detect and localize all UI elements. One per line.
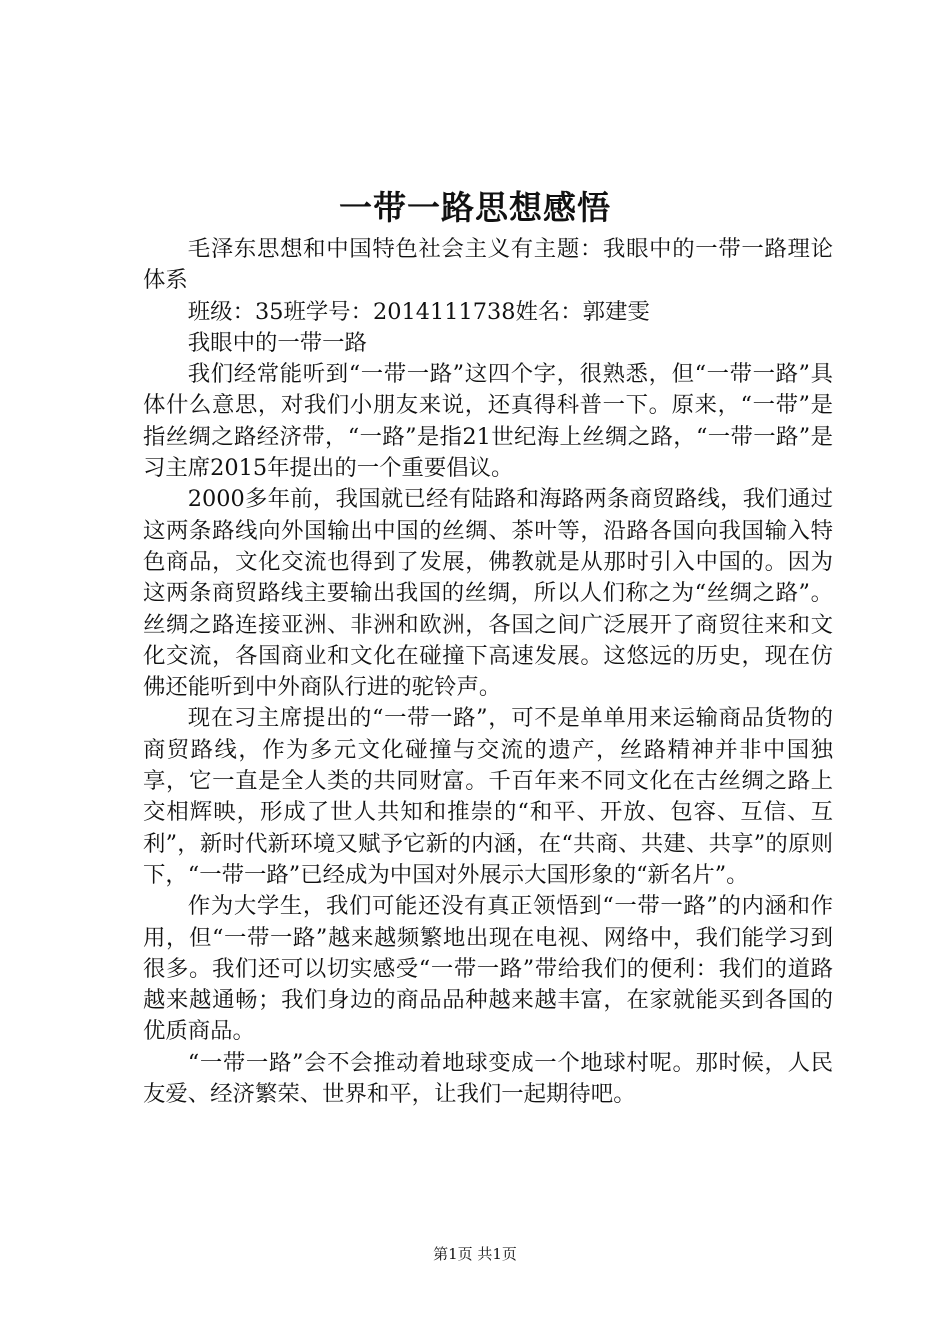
paragraph-student-info: 班级：35班学号：2014111738姓名：郭建雯 — [187, 298, 650, 325]
document-title: 一带一路思想感悟 — [339, 188, 611, 227]
page-footer: 第1页 共1页 — [433, 1245, 517, 1263]
paragraph-theme: 毛泽东思想和中国特色社会主义有主题：我眼中的一带一路理论体系 — [143, 236, 833, 294]
paragraph-students: 作为大学生，我们可能还没有真正领悟到“一带一路”的内涵和作用，但“一带一路”越来越频繁地出现在电视、网络中，我们能学习到很多。我们还可以切实感受“一带一路”带给我们的便利：我们的道路越来越通畅；我们身边的商品品种越来越丰富，在家就能买到各国的优质商品。 — [143, 893, 833, 1045]
paragraph-intro: 我们经常能听到“一带一路”这四个字，很熟悉，但“一带一路”具体什么意思，对我们小朋友来说，还真得科普一下。原来，“一带”是指丝绸之路经济带，“一路”是指21世纪海上丝绸之路，“一带一路”是习主席2015年提出的一个重要倡议。 — [143, 361, 833, 482]
document-body — [143, 234, 833, 1110]
paragraph-subtitle: 我眼中的一带一路 — [187, 329, 367, 356]
paragraph-conclusion: “一带一路”会不会推动着地球变成一个地球村呢。那时候，人民友爱、经济繁荣、世界和平，让我们一起期待吧。 — [143, 1049, 833, 1108]
paragraph-history: 2000多年前，我国就已经有陆路和海路两条商贸路线，我们通过这两条路线向外国输出中国的丝绸、茶叶等，沿路各国向我国输入特色商品，文化交流也得到了发展，佛教就是从那时引入中国的。因为这两条商贸路线主要输出我国的丝绸，所以人们称之为“丝绸之路”。丝绸之路连接亚洲、非洲和欧洲，各国之间广泛展开了商贸往来和文化交流，各国商业和文化在碰撞下高速发展。这悠远的历史，现在仿佛还能听到中外商队行进的驼铃声。 — [143, 486, 833, 701]
paragraph-present: 现在习主席提出的“一带一路”，可不是单单用来运输商品货物的商贸路线，作为多元文化碰撞与交流的遗产，丝路精神并非中国独享，它一直是全人类的共同财富。千百年来不同文化在古丝绸之路上交相辉映，形成了世人共知和推崇的“和平、开放、包容、互信、互利”，新时代新环境又赋予它新的内涵，在“共商、共建、共享”的原则下，“一带一路”已经成为中国对外展示大国形象的“新名片”。 — [143, 705, 833, 888]
